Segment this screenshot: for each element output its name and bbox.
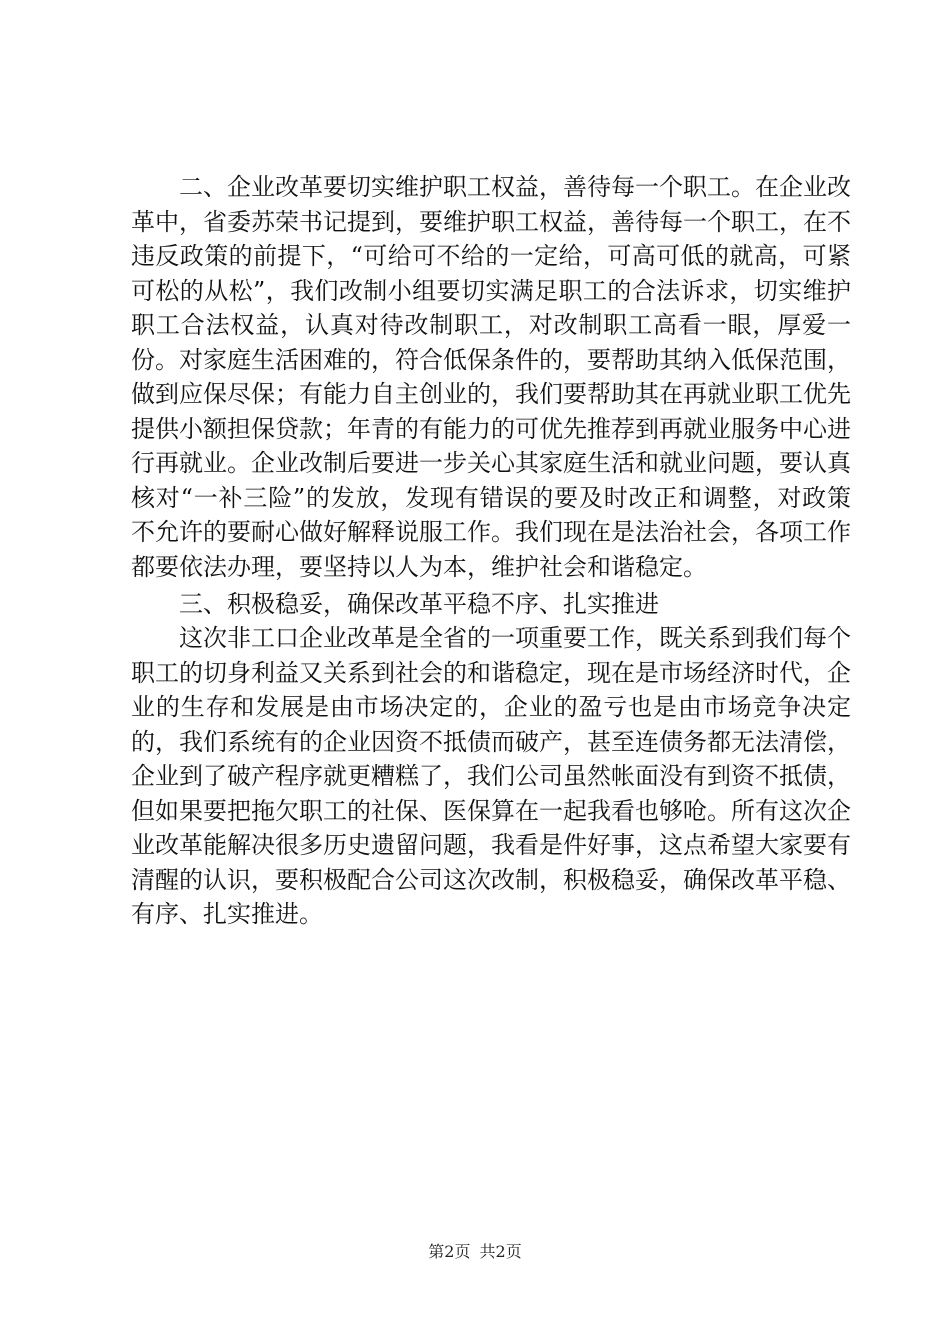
paragraph-section-two: 二、企业改革要切实维护职工权益，善待每一个职工。在企业改革中，省委苏荣书记提到，要维护职工权益，善待每一个职工，在不违反政策的前提下，“可给可不给的一定给，可高可低的就高，可紧可松的从松”，我们改制小组要切实满足职工的合法诉求，切实维护职工合法权益，认真对待改制职工，对改制职工高看一眼，厚爱一份。对家庭生活困难的，符合低保条件的，要帮助其纳入低保范围，做到应保尽保；有能力自主创业的，我们要帮助其在再就业职工优先提供小额担保贷款；年青的有能力的可优先推荐到再就业服务中心进行再就业。企业改制后要进一步关心其家庭生活和就业问题，要认真核对“一补三险”的发放，发现有错误的要及时改正和调整，对政策不允许的要耐心做好解释说服工作。我们现在是法治社会，各项工作都要依法办理，要坚持以人为本，维护社会和谐稳定。 bbox=[131, 173, 851, 581]
paragraph-section-three: 这次非工口企业改革是全省的一项重要工作，既关系到我们每个职工的切身利益又关系到社会的和谐稳定，现在是市场经济时代，企业的生存和发展是由市场决定的，企业的盈亏也是由市场竞争决定的，我们系统有的企业因资不抵债而破产，甚至连债务都无法清偿，企业到了破产程序就更糟糕了，我们公司虽然帐面没有到资不抵债，但如果要把拖欠职工的社保、医保算在一起我看也够呛。所有这次企业改革能解决很多历史遗留问题，我看是件好事，这点希望大家要有清醒的认识，要积极配合公司这次改制，积极稳妥，确保改革平稳、有序、扎实推进。 bbox=[131, 624, 851, 928]
heading-section-three: 三、积极稳妥，确保改革平稳不序、扎实推进 bbox=[179, 590, 659, 618]
page-footer bbox=[0, 1242, 950, 1262]
page-number: 第2页 bbox=[428, 1242, 471, 1261]
page-total: 共2页 bbox=[479, 1242, 522, 1261]
